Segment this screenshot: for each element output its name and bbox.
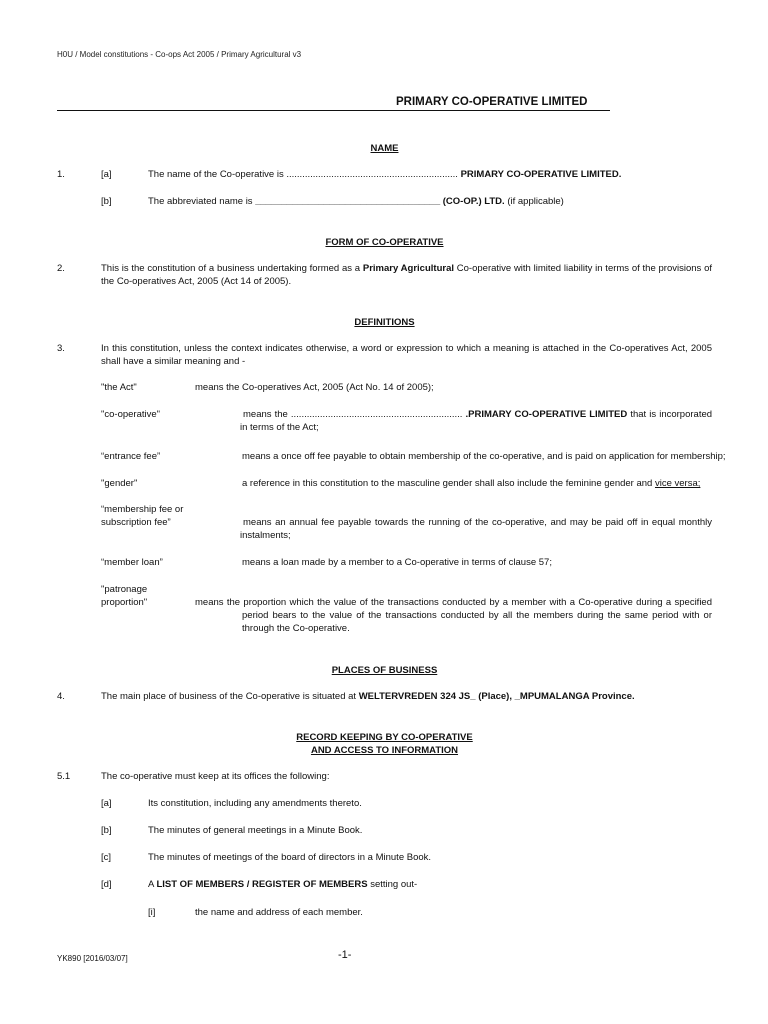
subclause-label: [d] (101, 879, 112, 890)
records-intro: The co-operative must keep at its offices the following: (101, 771, 330, 782)
subclause-label: [b] (101, 825, 112, 836)
name-clause-b-bold: (CO-OP.) LTD. (442, 196, 505, 207)
definition-term: "co-operative" (101, 409, 161, 420)
places-text-pre: The main place of business of the Co-operative is situated at (101, 691, 357, 702)
records-item-text: Its constitution, including any amendments thereto. (148, 798, 362, 809)
subitem-label: [i] (148, 907, 156, 918)
records-d-bold: LIST OF MEMBERS / REGISTER OF MEMBERS (156, 879, 368, 890)
definition-gender-underlined: vice versa; (654, 478, 701, 489)
subclause-label: [c] (101, 852, 112, 863)
definition-term: “entrance fee” (101, 451, 161, 462)
name-clause-b (148, 195, 564, 208)
form-text-post: Co-operative with limited liability in terms of the provisions of the Co-operatives Act, 2005 (Act 14 of 2005). (101, 263, 712, 287)
heading-name: NAME (370, 143, 399, 154)
clause-number: 4. (57, 691, 65, 702)
records-item-text: The minutes of general meetings in a Minute Book. (148, 825, 363, 836)
definition-term: "gender" (101, 478, 138, 489)
definition-term: subscription fee” (101, 517, 171, 528)
records-d-pre: A (148, 879, 154, 890)
clause-number: 2. (57, 263, 65, 274)
definitions-intro: In this constitution, unless the context indicates otherwise, a word or expression to which a meaning is attached in the Co-operatives Act, 2005 shall have a similar meaning and - (101, 343, 712, 367)
definition-co-op-pre: means the ................................................................. (243, 409, 463, 420)
subclause-label: [a] (101, 169, 112, 180)
records-item-text (148, 878, 417, 891)
page-number: -1- (338, 949, 352, 961)
name-clause-b-note: (if applicable) (507, 196, 564, 207)
definition-term: proportion" (101, 597, 148, 608)
heading-records-line2: AND ACCESS TO INFORMATION (310, 745, 459, 756)
records-item-text: The minutes of meetings of the board of directors in a Minute Book. (148, 852, 432, 863)
name-clause-a-bold: PRIMARY CO-OPERATIVE LIMITED. (460, 169, 622, 180)
subitem-text: the name and address of each member. (195, 907, 363, 918)
subclause-label: [b] (101, 196, 112, 207)
clause-number: 5.1 (57, 771, 71, 782)
document-title: PRIMARY CO-OPERATIVE LIMITED (396, 96, 588, 108)
form-text-bold: Primary Agricultural (362, 263, 454, 274)
records-d-post: setting out- (370, 879, 418, 890)
document-header-path: H0U / Model constitutions - Co-ops Act 2005 / Primary Agricultural v3 (57, 50, 302, 59)
definition-term: “membership fee or (101, 504, 184, 515)
name-clause-a (148, 168, 621, 181)
definition-text: means a once off fee payable to obtain membership of the co-operative, and is paid on application for membership; (242, 451, 726, 462)
definition-text: means the proportion which the value of the transactions conducted by a member with a Co-operative during a specified period bears to the value of the transactions conducted by all the members during the same period with or through the Co-operative. (195, 597, 712, 634)
title-rule (57, 110, 610, 111)
heading-definitions: DEFINITIONS (354, 317, 415, 328)
definition-gender-pre: a reference in this constitution to the masculine gender shall also include the feminine gender and (242, 478, 653, 489)
definition-text (240, 408, 712, 434)
name-clause-b-text: The abbreviated name is (148, 196, 253, 207)
heading-places: PLACES OF BUSINESS (331, 665, 438, 676)
definition-term: "patronage (101, 584, 148, 595)
definition-text: means a loan made by a member to a Co-operative in terms of clause 57; (242, 557, 552, 568)
heading-form: FORM OF CO-OPERATIVE (325, 237, 444, 248)
heading-records-line1: RECORD KEEPING BY CO-OPERATIVE (296, 732, 473, 743)
places-clause-text (101, 690, 635, 703)
definition-term: "the Act" (101, 382, 137, 393)
form-clause-text (101, 262, 712, 288)
definition-text: means the Co-operatives Act, 2005 (Act No. 14 of 2005); (195, 382, 434, 393)
places-text-bold: WELTERVREDEN 324 JS_ (Place), _MPUMALANGA Province. (358, 691, 635, 702)
definition-co-op-post: that is incorporated in terms of the Act; (240, 409, 713, 433)
definition-term: “member loan” (101, 557, 163, 568)
footer-reference: YK890 [2016/03/07] (57, 954, 128, 963)
definition-text (242, 477, 700, 490)
name-clause-b-blank: ___________________________________ (255, 196, 441, 207)
clause-number: 1. (57, 169, 65, 180)
subclause-label: [a] (101, 798, 112, 809)
clause-number: 3. (57, 343, 65, 354)
form-text-pre: This is the constitution of a business undertaking formed as a (101, 263, 361, 274)
definition-text: means an annual fee payable towards the running of the co-operative, and may be paid off in equal monthly instalments; (240, 517, 712, 541)
definition-co-op-bold: .PRIMARY CO-OPERATIVE LIMITED (465, 409, 628, 420)
name-clause-a-text: The name of the Co-operative is ................................................................. (148, 169, 458, 180)
